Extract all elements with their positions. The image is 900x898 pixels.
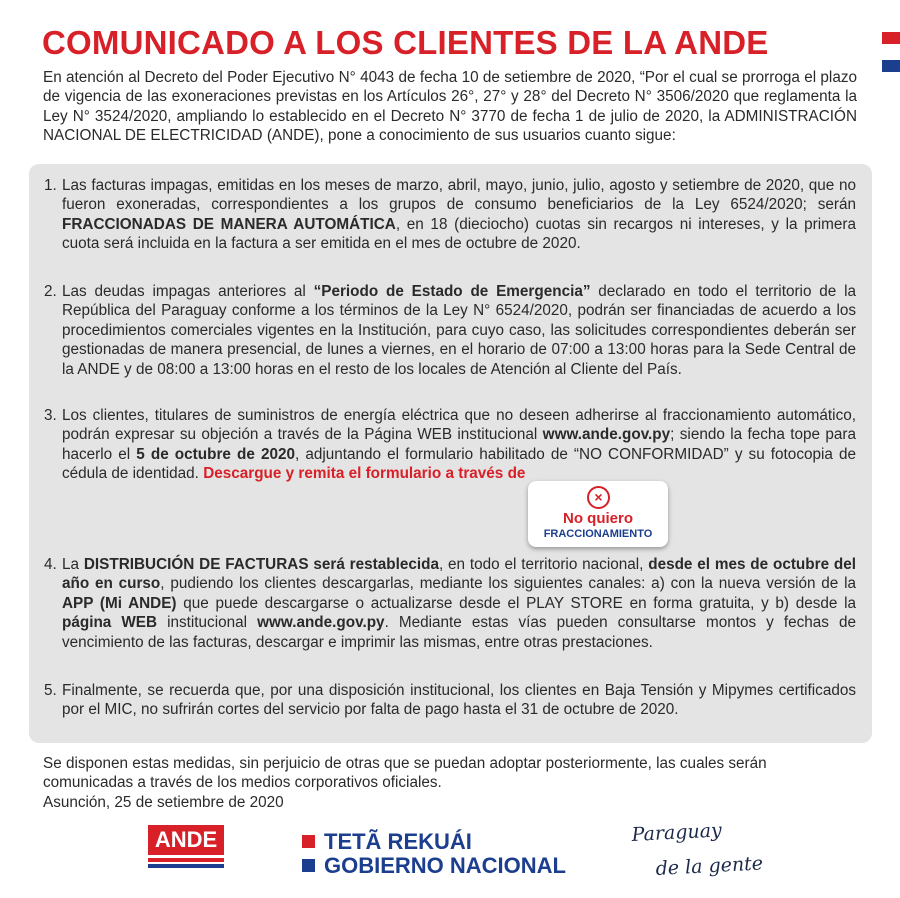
ande-logo: [148, 825, 224, 871]
list-item: [44, 555, 856, 652]
item-text: Finalmente, se recuerda que, por una disposición institucional, los clientes en Baja Tensión y Mipymes certificados por el MIC, no sufrirán cortes del servicio por falta de pago hasta el 31 de octubre de 2020.: [62, 682, 856, 719]
ande-red-stripe: [148, 858, 224, 862]
gov-line-1: TETÃ REKUÁI: [324, 829, 472, 854]
date-line: Asunción, 25 de setiembre de 2020: [43, 794, 284, 811]
badge-main-label: No quiero: [563, 510, 633, 527]
closing-paragraph: Se disponen estas medidas, sin perjuicio de otras que se puedan adoptar posteriormente, las cuales serán comunicadas a través de los medios corporativos oficiales.: [43, 755, 767, 792]
item-number: 1.: [44, 177, 57, 194]
signature-line-2: de la gente: [655, 852, 764, 880]
item-text: La DISTRIBUCIÓN DE FACTURAS será restablecida, en todo el territorio nacional, desde el mes de octubre del año en curso, pudiendo los clientes descargarlas, mediante los siguientes canales: a) con la nueva versión de la APP (Mi ANDE) que puede descargarse o actualizarse desde el PLAY STORE en forma gratuita, y b) desde la página WEB institucional www.ande.gov.py. Mediante estas vías pueden consultarse montos y fechas de vencimiento de las facturas, descargar e imprimir las mismas, entre otras prestaciones.: [62, 556, 857, 651]
list-item: [44, 282, 856, 379]
no-quiero-fraccionamiento-button[interactable]: [528, 481, 668, 547]
item-number: 4.: [44, 556, 57, 573]
item-number: 5.: [44, 682, 57, 699]
flag-blue-stripe: [882, 60, 900, 72]
ande-logo-text: ANDE: [148, 825, 224, 855]
badge-sub-label: FRACCIONAMIENTO: [543, 528, 653, 540]
flag-red-stripe: [882, 32, 900, 44]
item-number: 3.: [44, 407, 57, 424]
item-text: Los clientes, titulares de suministros de energía eléctrica que no deseen adherirse al fraccionamiento automático, podrán expresar su objeción a través de la Página WEB institucional www.ande.gov.py; siendo la fecha tope para hacerlo el 5 de octubre de 2020, adjuntando el formulario habilitado de “NO CONFORMIDAD” y su fotocopia de cédula de identidad. Descargue y remita el formulario a través de: [62, 407, 856, 483]
download-instruction: Descargue y remita el formulario a través de: [203, 465, 526, 483]
red-square-icon: [302, 835, 315, 848]
signature-line-1: Paraguay: [631, 819, 723, 846]
item-number: 2.: [44, 283, 57, 300]
list-item: [44, 176, 856, 254]
paraguay-de-la-gente-logo: [620, 813, 770, 888]
ande-blue-stripe: [148, 864, 224, 868]
item-text: Las facturas impagas, emitidas en los meses de marzo, abril, mayo, junio, julio, agosto y setiembre de 2020, que no fueron exoneradas, correspondientes a los grupos de consumo beneficiarios de la Ley 6524/2020; serán FRACCIONADAS DE MANERA AUTOMÁTICA, en 18 (dieciocho) cuotas sin recargos ni intereses, y la primera cuota será incluida en la factura a ser emitida en el mes de octubre de 2020.: [62, 177, 856, 253]
page-title: COMUNICADO A LOS CLIENTES DE LA ANDE: [42, 24, 769, 61]
list-item: [44, 406, 856, 484]
close-circle-icon: ×: [587, 486, 610, 509]
blue-square-icon: [302, 859, 315, 872]
gov-line-2: GOBIERNO NACIONAL: [324, 853, 566, 878]
item-text: Las deudas impagas anteriores al “Periodo de Estado de Emergencia” declarado en todo el territorio de la República del Paraguay conforme a los términos de la Ley N° 6524/2020, podrán ser financiadas de acuerdo a los procedimientos comerciales vigentes en la Institución, para cuyo caso, las solicitudes correspondientes deberán ser gestionadas de manera presencial, de lunes a viernes, en el horario de 07:00 a 13:00 horas para la Sede Central de la ANDE y de 08:00 a 13:00 horas en el resto de los locales de Atención al Cliente del País.: [62, 283, 856, 378]
intro-paragraph: En atención al Decreto del Poder Ejecutivo N° 4043 de fecha 10 de setiembre de 2020, “Por el cual se prorroga el plazo de vigencia de las exoneraciones previstas en los Artículos 26°, 27° y 28° del Decreto N° 3506/2020 que reglamenta la Ley N° 3524/2020, ampliando lo establecido en el Decreto N° 3770 de fecha 1 de julio de 2020, la ADMINISTRACIÓN NACIONAL DE ELECTRICIDAD (ANDE), pone a conocimiento de sus usuarios cuanto sigue:: [43, 69, 857, 145]
list-item: [44, 681, 856, 720]
